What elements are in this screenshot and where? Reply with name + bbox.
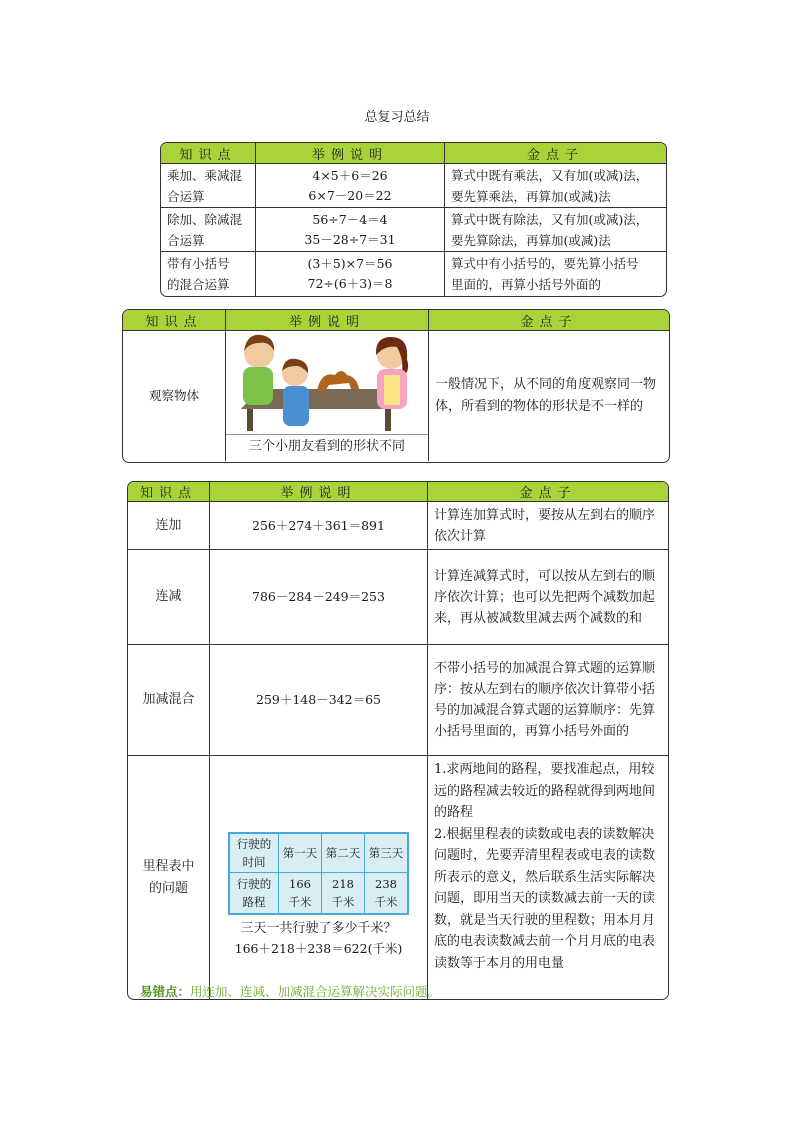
- table-add-subtract: [127, 481, 669, 1000]
- header-knowledge: 知识点: [161, 143, 256, 163]
- tip-cell: 一般情况下，从不同的角度观察同一物体，所看到的物体的形状是不一样的: [435, 377, 657, 414]
- table-observe-objects: [122, 309, 670, 463]
- knowledge-cell: 连减: [128, 550, 210, 644]
- tip-cell: 算式中既有除法，又有加(或减)法， 要先算除法，再算加(或减)法: [451, 211, 649, 248]
- mini-label-cell: 行驶的 时间: [229, 833, 279, 873]
- mini-day-cell: 第三天: [365, 833, 409, 873]
- page-title: 总复习总结: [364, 110, 430, 125]
- table-row: [128, 755, 668, 999]
- question-text: 三天一共行驶了多少千米？: [240, 921, 397, 936]
- tip-cell: 计算连减算式时，可以按从左到右的顺序依次计算；也可以先把两个减数加起来，再从被减数里减去两个减数的和: [434, 568, 656, 626]
- example-cell: 259＋148－342＝65: [210, 645, 428, 755]
- table-row: [128, 549, 668, 644]
- header-tips: 金点子: [519, 486, 577, 501]
- header-tips: 金点子: [526, 147, 584, 163]
- header-example: 举例说明: [226, 310, 429, 330]
- table-row: [123, 330, 669, 461]
- knowledge-cell: 连加: [128, 502, 210, 549]
- tip-cell: 不带小括号的加减混合算式题的运算顺序：按从左到右的顺序依次计算带小括号的加减混合算式题的运算顺序：先算小括号里面的，再算小括号外面的: [434, 661, 656, 739]
- header-knowledge: 知识点: [128, 482, 210, 501]
- mini-day-cell: 第二天: [322, 833, 365, 873]
- knowledge-cell: 里程表中的问题: [128, 756, 210, 999]
- tip-cell: 算式中既有乘法，又有加(或减)法， 要先算乘法，再算加(或减)法: [451, 167, 649, 204]
- knowledge-cell: 除加、除减混 合运算: [161, 208, 256, 251]
- knowledge-cell: 观察物体: [123, 331, 226, 461]
- table-mixed-operations: [160, 142, 667, 297]
- example-cell: 4×5＋6＝26 6×7－20＝22: [256, 164, 445, 207]
- tip-cell: 计算连加算式时，要按从左到右的顺序依次计算: [434, 507, 656, 544]
- answer-text: 166＋218＋238＝622(千米): [234, 941, 403, 956]
- mini-day-cell: 第一天: [279, 833, 322, 873]
- tip-cell: 算式中有小括号的，要先算小括号 里面的，再算小括号外面的: [451, 256, 639, 292]
- example-cell: 256＋274＋361＝891: [210, 502, 428, 549]
- header-tips: 金点子: [520, 314, 578, 330]
- table-row: [128, 501, 668, 549]
- header-example: 举例说明: [256, 143, 445, 163]
- table-row: [128, 644, 668, 755]
- table-row: [161, 251, 666, 296]
- table-row: [161, 163, 666, 207]
- example-cell: (3＋5)×7＝56 72÷(6＋3)＝8: [256, 252, 445, 296]
- mini-value-cell: 238 千米: [365, 873, 409, 915]
- example-cell: [210, 756, 428, 999]
- odometer-table: [228, 832, 409, 915]
- table-row: [161, 207, 666, 251]
- knowledge-cell: 加减混合: [128, 645, 210, 755]
- header-knowledge: 知识点: [123, 310, 226, 330]
- mini-value-cell: 166 千米: [279, 873, 322, 915]
- tip-cell: 1.求两地间的路程，要找准起点，用较远的路程减去较近的路程就得到两地间的路程 2.根据里程表的读数或电表的读数解决问题时，先要弄清里程表或电表的读数所表示的意义，然后联系生活实际解决问题，即用当天的读数减去前一天的读数，就是当天行驶的里程数；用本月月底的电表读数减去前一个月月底的电表读数等于本月的用电量: [434, 762, 656, 971]
- header-example: 举例说明: [210, 482, 428, 501]
- knowledge-cell: 乘加、乘减混 合运算: [161, 164, 256, 207]
- knowledge-cell: 带有小括号 的混合运算: [161, 252, 256, 296]
- note-text: 用连加、连减、加减混合运算解决实际问题。: [190, 984, 441, 999]
- example-cell: 786－284－249＝253: [210, 550, 428, 644]
- example-cell: 56÷7－4＝4 35－28÷7＝31: [256, 208, 445, 251]
- mini-label-cell: 行驶的 路程: [229, 873, 279, 915]
- children-illustration: [229, 331, 425, 431]
- mini-value-cell: 218 千米: [322, 873, 365, 915]
- note-label: 易错点：: [140, 984, 191, 999]
- common-mistake-note: [140, 982, 440, 1000]
- illustration-caption: 三个小朋友看到的形状不同: [226, 434, 428, 459]
- example-cell: [226, 331, 429, 461]
